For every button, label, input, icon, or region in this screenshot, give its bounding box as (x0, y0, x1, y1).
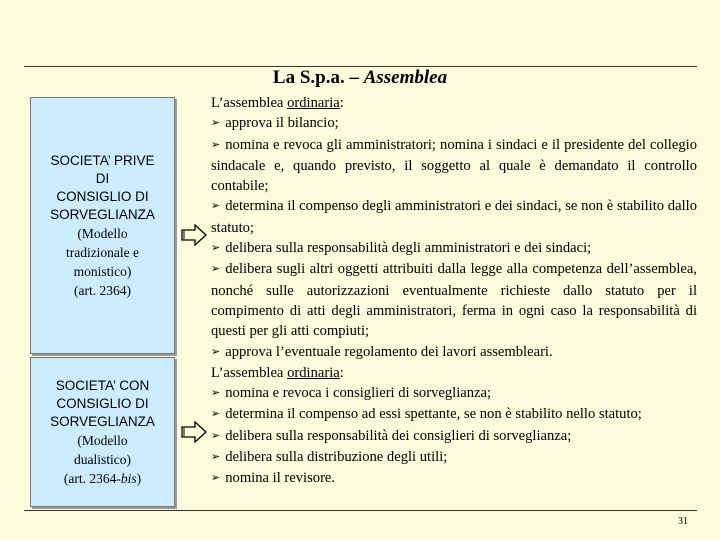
bullet-arrow-icon: ➢ (211, 262, 221, 276)
bullet-arrow-icon: ➢ (211, 344, 221, 358)
list-item: ➢ approva il bilancio; (211, 115, 339, 132)
box-line: (art. 2364) (74, 282, 131, 298)
bullet-arrow-icon: ➢ (211, 407, 221, 421)
box-line: SORVEGLIANZA (50, 413, 155, 429)
bullet-arrow-icon: ➢ (211, 386, 221, 400)
section-intro: L’assemblea ordinaria: (211, 364, 344, 381)
bullet-arrow-icon: ➢ (211, 471, 221, 485)
section-intro: L’assemblea ordinaria: (211, 95, 344, 111)
box-line: SOCIETA’ CON (55, 377, 150, 393)
box-line: dualistico) (74, 451, 131, 467)
bullet-arrow-icon: ➢ (211, 199, 221, 213)
box-line: (art. 2364-bis) (63, 470, 142, 486)
box-line: (Modello (77, 432, 128, 448)
list-item: ➢ nomina il revisore. (211, 470, 336, 487)
ordinary-model-box (30, 97, 175, 354)
box-line: DI (95, 170, 110, 186)
assembly-powers-text (211, 93, 697, 490)
right-arrow-icon (181, 421, 207, 443)
right-arrow-icon (181, 224, 207, 246)
box-line: (Modello (77, 225, 128, 241)
box-line: tradizionale e (65, 244, 140, 260)
bullet-arrow-icon: ➢ (211, 241, 221, 255)
list-item: ➢ approva l’eventuale regolamento dei lavori assembleari. (211, 343, 553, 360)
list-item: ➢ determina il compenso ad essi spettante, se non è stabilito nello statuto; (211, 406, 642, 423)
list-item: ➢ nomina e revoca gli amministratori; nomina i sindaci e il presidente del collegio sindacale e, quando previsto, il soggetto al quale è demandato il controllo contabile; (211, 136, 697, 195)
bottom-rule (24, 510, 697, 511)
list-item: ➢ delibera sulla responsabilità degli amministratori e dei sindaci; (211, 240, 592, 257)
page-number: 31 (678, 516, 688, 527)
bullet-arrow-icon: ➢ (211, 137, 221, 151)
box-line: SORVEGLIANZA (50, 206, 155, 222)
list-item: ➢ delibera sugli altri oggetti attribuiti dalla legge alla competenza dell’assemblea, nonché sulle autorizzazioni eventualmente richieste dallo statuto per il compimento di atti degli amministratori, ferma in ogni caso la responsabilità di questi per gli atti compiuti; (211, 261, 697, 340)
list-item: ➢ delibera sulla distribuzione degli utili; (211, 449, 448, 466)
bullet-arrow-icon: ➢ (211, 428, 221, 442)
box-line: SOCIETA’ PRIVE (50, 152, 155, 168)
box-line: CONSIGLIO DI (56, 188, 149, 204)
dualistic-model-box (30, 357, 175, 507)
page-title: La S.p.a. – Assemblea (272, 67, 448, 88)
bullet-arrow-icon: ➢ (211, 116, 221, 130)
list-item: ➢ delibera sulla responsabilità dei consiglieri di sorveglianza; (211, 427, 572, 444)
list-item: ➢ determina il compenso degli amministratori e dei sindaci, se non è stabilito dallo statuto; (211, 198, 697, 236)
box-line: CONSIGLIO DI (56, 395, 149, 411)
bullet-arrow-icon: ➢ (211, 450, 221, 464)
list-item: ➢ nomina e revoca i consiglieri di sorveglianza; (211, 385, 492, 402)
box-line: monistico) (73, 263, 132, 279)
